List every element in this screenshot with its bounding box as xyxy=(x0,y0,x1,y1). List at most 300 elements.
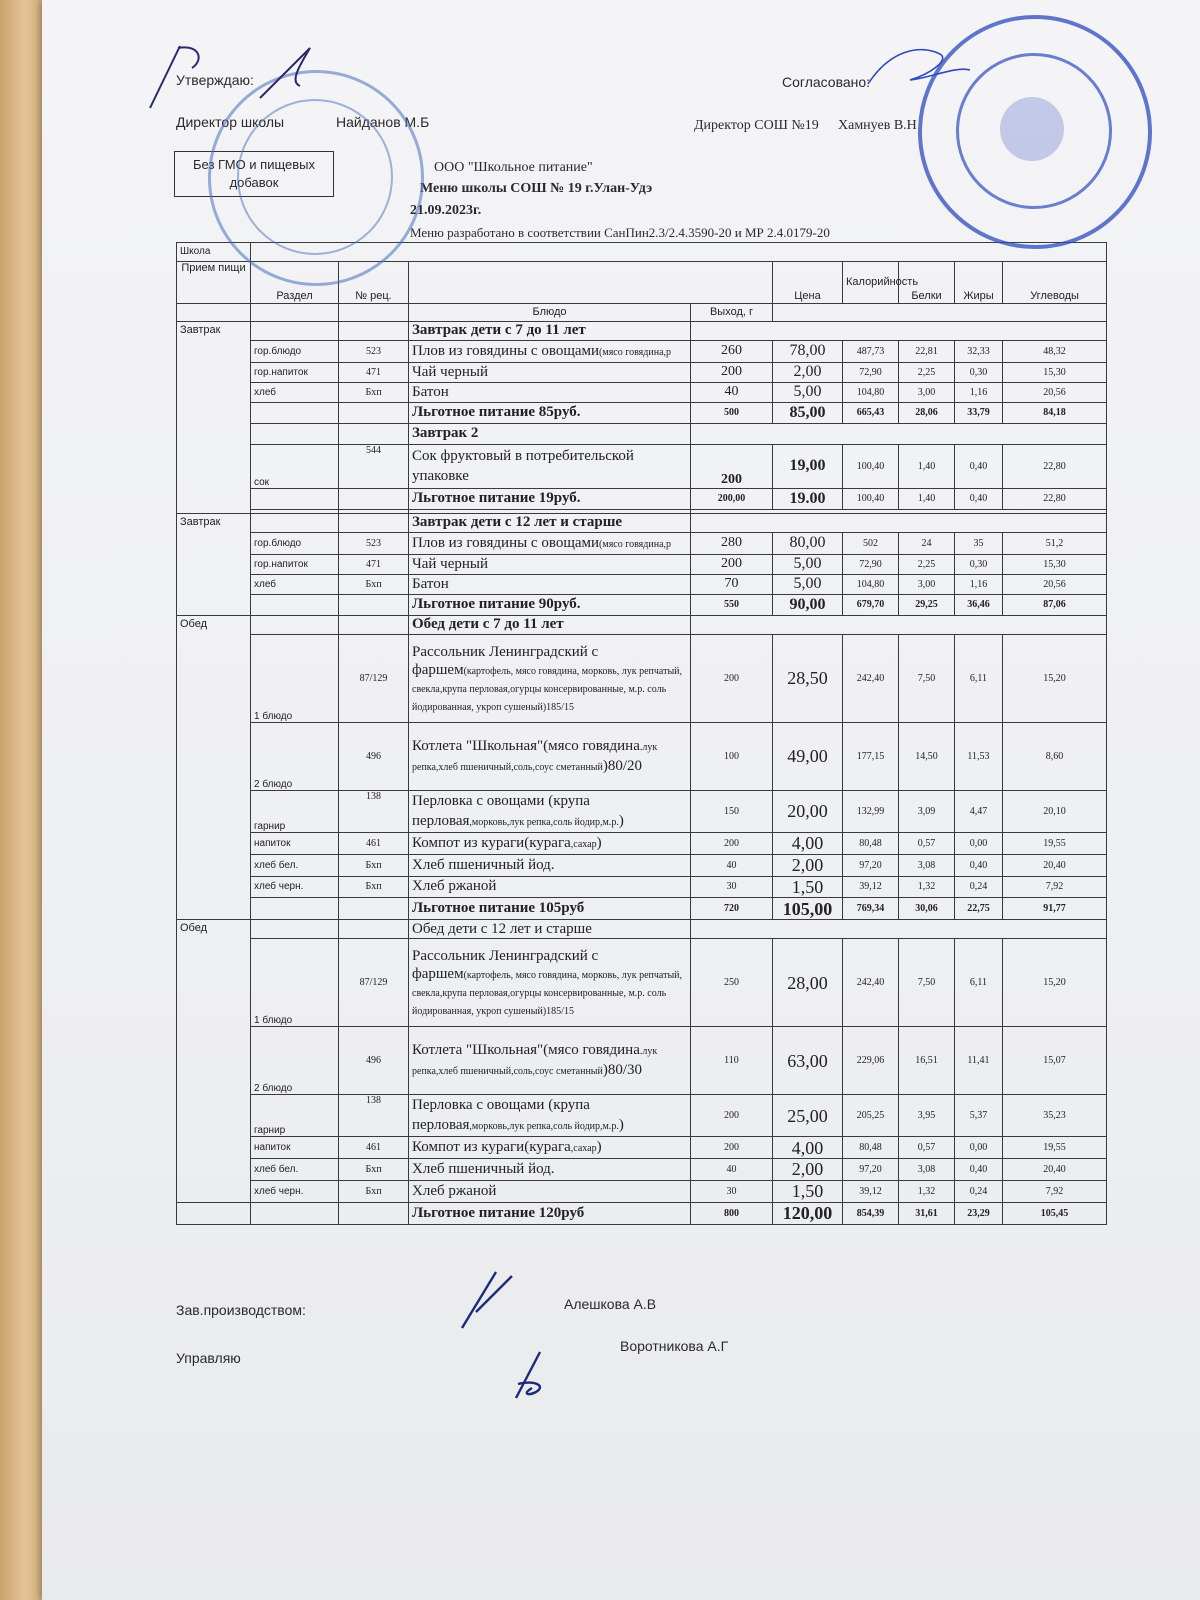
cell-protein: 3,95 xyxy=(899,1095,955,1137)
cell-carbs: 15,20 xyxy=(1003,635,1107,723)
cell-price: 105,00 xyxy=(773,898,843,920)
cell-recipe: 496 xyxy=(339,1027,409,1095)
cell-calories: 679,70 xyxy=(843,595,899,616)
cell-section: хлеб черн. xyxy=(251,876,339,898)
cell-output: 500 xyxy=(691,403,773,424)
table-row xyxy=(177,635,1107,723)
meal-lunch: Обед xyxy=(177,616,251,920)
cell-calories: 39,12 xyxy=(843,1181,899,1203)
cell-protein: 14,50 xyxy=(899,723,955,791)
dish-portion: )80/20 xyxy=(602,757,643,774)
cell-fat: 0,40 xyxy=(955,445,1003,489)
table-row xyxy=(177,876,1107,898)
dish-detail: (мясо говядина,р xyxy=(599,346,672,358)
section-row xyxy=(177,322,1107,341)
cell-dish xyxy=(409,1027,691,1095)
table-row xyxy=(177,855,1107,877)
director-name: Найданов М.Б xyxy=(336,114,430,130)
cell-dish xyxy=(409,533,691,555)
cell-calories: 104,80 xyxy=(843,383,899,403)
cell-section: гарнир xyxy=(251,791,339,833)
cell-price: 80,00 xyxy=(773,533,843,555)
manager-label: Управляю xyxy=(176,1350,241,1366)
cell-calories: 229,06 xyxy=(843,1027,899,1095)
agreed-label: Согласовано: xyxy=(782,74,871,90)
cell-dish: Хлеб ржаной xyxy=(409,1181,691,1203)
cell-section: напиток xyxy=(251,833,339,855)
table-row xyxy=(177,833,1107,855)
cell-dish: Батон xyxy=(409,383,691,403)
cell-price: 19,00 xyxy=(773,445,843,489)
cell-fat: 36,46 xyxy=(955,595,1003,616)
cell-calories: 72,90 xyxy=(843,555,899,575)
cell-calories: 242,40 xyxy=(843,635,899,723)
dish-name: Перловка с овощами (крупа перловая xyxy=(412,793,590,829)
cell-output: 720 xyxy=(691,898,773,920)
cell-protein: 16,51 xyxy=(899,1027,955,1095)
table-row xyxy=(177,363,1107,383)
compliance-note: Меню разработано в соответствии СанПин2.3/2.4.3590-20 и МР 2.4.0179-20 xyxy=(410,225,830,240)
cell-carbs: 87,06 xyxy=(1003,595,1107,616)
dish-portion: ) xyxy=(618,1116,624,1133)
cell-dish: Льготное питание 120руб xyxy=(409,1202,691,1224)
col-recipe: № рец. xyxy=(339,262,409,304)
cell-output: 150 xyxy=(691,791,773,833)
cell-dish xyxy=(409,1095,691,1137)
table-row xyxy=(177,723,1107,791)
cell-fat: 0,30 xyxy=(955,363,1003,383)
dish-detail: ,сахар xyxy=(570,1143,597,1155)
cell-calories: 100,40 xyxy=(843,445,899,489)
total-row xyxy=(177,898,1107,920)
cell-section: хлеб бел. xyxy=(251,1159,339,1181)
dish-name: Компот из кураги(курага xyxy=(412,834,571,851)
cell-carbs: 91,77 xyxy=(1003,898,1107,920)
table-row xyxy=(177,1137,1107,1159)
cell-price: 28,50 xyxy=(773,635,843,723)
cell-fat: 22,75 xyxy=(955,898,1003,920)
cell-output: 200 xyxy=(691,635,773,723)
cell-fat: 11,41 xyxy=(955,1027,1003,1095)
cell-calories: 769,34 xyxy=(843,898,899,920)
cell-recipe: 87/129 xyxy=(339,939,409,1027)
cell-recipe: 523 xyxy=(339,341,409,363)
cell-carbs: 19,55 xyxy=(1003,833,1107,855)
table-row xyxy=(177,791,1107,833)
dish-detail: ,сахар xyxy=(570,838,597,850)
cell-output: 40 xyxy=(691,855,773,877)
cell-carbs: 15,30 xyxy=(1003,555,1107,575)
cell-recipe: 471 xyxy=(339,555,409,575)
col-dish: Блюдо xyxy=(409,304,691,322)
cell-recipe: Бхп xyxy=(339,383,409,403)
cell-fat: 1,16 xyxy=(955,383,1003,403)
cell-protein: 31,61 xyxy=(899,1202,955,1224)
cell-protein: 24 xyxy=(899,533,955,555)
cell-price: 1,50 xyxy=(773,1181,843,1203)
cell-fat: 0,40 xyxy=(955,489,1003,510)
cell-output: 100 xyxy=(691,723,773,791)
cell-fat: 0,00 xyxy=(955,1137,1003,1159)
table-row xyxy=(177,1095,1107,1137)
cell-protein: 0,57 xyxy=(899,1137,955,1159)
cell-protein: 22,81 xyxy=(899,341,955,363)
cell-output: 40 xyxy=(691,1159,773,1181)
gmo-free-box: Без ГМО и пищевых добавок xyxy=(174,151,334,197)
cell-recipe: Бхп xyxy=(339,855,409,877)
cell-carbs: 20,40 xyxy=(1003,1159,1107,1181)
cell-recipe: 87/129 xyxy=(339,635,409,723)
cell-output: 550 xyxy=(691,595,773,616)
cell-carbs: 105,45 xyxy=(1003,1202,1107,1224)
dish-name: Рассольник Ленинградский с фаршем xyxy=(412,947,599,982)
meal-breakfast: Завтрак xyxy=(177,322,251,514)
production-name: Алешкова А.В xyxy=(564,1296,657,1312)
menu-table xyxy=(176,242,1107,1225)
cell-dish: Батон xyxy=(409,575,691,595)
cell-calories: 97,20 xyxy=(843,1159,899,1181)
section-title: Завтрак дети с 7 до 11 лет xyxy=(409,322,691,341)
manager-name: Воротникова А.Г xyxy=(620,1338,729,1354)
total-row xyxy=(177,489,1107,510)
table-row xyxy=(177,383,1107,403)
cell-calories: 502 xyxy=(843,533,899,555)
cell-output: 260 xyxy=(691,341,773,363)
menu-title: Меню школы СОШ № 19 г.Улан-Удэ xyxy=(420,181,653,196)
cell-price: 2,00 xyxy=(773,855,843,877)
cell-output: 200 xyxy=(691,833,773,855)
cell-price: 28,00 xyxy=(773,939,843,1027)
table-row xyxy=(177,575,1107,595)
cell-dish: Хлеб пшеничный йод. xyxy=(409,855,691,877)
cell-fat: 6,11 xyxy=(955,635,1003,723)
table-row xyxy=(177,445,1107,489)
cell-price: 25,00 xyxy=(773,1095,843,1137)
cell-recipe: 461 xyxy=(339,1137,409,1159)
cell-carbs: 20,56 xyxy=(1003,383,1107,403)
dish-name: Плов из говядины с овощами xyxy=(412,342,600,359)
cell-dish xyxy=(409,1137,691,1159)
cell-recipe: Бхп xyxy=(339,575,409,595)
cell-protein: 3,00 xyxy=(899,383,955,403)
cell-price: 4,00 xyxy=(773,1137,843,1159)
cell-price: 1,50 xyxy=(773,876,843,898)
cell-section: 2 блюдо xyxy=(251,723,339,791)
cell-carbs: 22,80 xyxy=(1003,445,1107,489)
cell-carbs: 51,2 xyxy=(1003,533,1107,555)
cell-protein: 7,50 xyxy=(899,939,955,1027)
dish-detail: (картофель, мясо говядина, морковь, лук репчатый, свекла,крупа перловая,огурцы консервированные, м.р. соль йодированная, укроп сушеный)185/15 xyxy=(412,665,683,713)
section-row xyxy=(177,616,1107,635)
cell-protein: 0,57 xyxy=(899,833,955,855)
header-row xyxy=(177,262,1107,304)
cell-fat: 0,00 xyxy=(955,833,1003,855)
cell-carbs: 84,18 xyxy=(1003,403,1107,424)
cell-calories: 132,99 xyxy=(843,791,899,833)
cell-calories: 242,40 xyxy=(843,939,899,1027)
cell-output: 40 xyxy=(691,383,773,403)
cell-protein: 29,25 xyxy=(899,595,955,616)
cell-recipe: 461 xyxy=(339,833,409,855)
cell-carbs: 7,92 xyxy=(1003,1181,1107,1203)
cell-fat: 0,40 xyxy=(955,855,1003,877)
cell-fat: 1,16 xyxy=(955,575,1003,595)
section-title: Завтрак дети с 12 лет и старше xyxy=(409,514,691,533)
total-row xyxy=(177,403,1107,424)
cell-section: хлеб xyxy=(251,383,339,403)
cell-fat: 0,24 xyxy=(955,876,1003,898)
meal-lunch: Обед xyxy=(177,920,251,1202)
school-row xyxy=(177,243,1107,262)
cell-fat: 4,47 xyxy=(955,791,1003,833)
cell-calories: 80,48 xyxy=(843,1137,899,1159)
cell-calories: 665,43 xyxy=(843,403,899,424)
cell-section: сок xyxy=(251,445,339,489)
cell-output: 200 xyxy=(691,1095,773,1137)
dish-name: Рассольник Ленинградский с фаршем xyxy=(412,643,599,678)
col-section: Раздел xyxy=(251,262,339,304)
col-meal: Прием пищи xyxy=(177,262,251,304)
cell-recipe: 544 xyxy=(339,445,409,489)
dish-name: Плов из говядины с овощами xyxy=(412,534,600,551)
cell-fat: 32,33 xyxy=(955,341,1003,363)
cell-fat: 11,53 xyxy=(955,723,1003,791)
cell-protein: 2,25 xyxy=(899,363,955,383)
cell-section: гор.напиток xyxy=(251,363,339,383)
section-title: Завтрак 2 xyxy=(409,424,691,445)
cell-output: 200 xyxy=(691,445,773,489)
cell-protein: 7,50 xyxy=(899,635,955,723)
cell-price: 4,00 xyxy=(773,833,843,855)
cell-recipe: 523 xyxy=(339,533,409,555)
cell-recipe: Бхп xyxy=(339,876,409,898)
cell-dish xyxy=(409,341,691,363)
cell-output: 30 xyxy=(691,876,773,898)
company-name: ООО "Школьное питание" xyxy=(434,160,593,175)
cell-section: напиток xyxy=(251,1137,339,1159)
cell-recipe: 496 xyxy=(339,723,409,791)
cell-calories: 177,15 xyxy=(843,723,899,791)
cell-fat: 0,24 xyxy=(955,1181,1003,1203)
cell-fat: 5,37 xyxy=(955,1095,1003,1137)
col-price: Цена xyxy=(773,262,843,304)
cell-dish: Сок фруктовый в потребительской упаковке xyxy=(409,445,691,489)
cell-section: хлеб бел. xyxy=(251,855,339,877)
dish-portion: ) xyxy=(618,812,624,829)
section-row xyxy=(177,514,1107,533)
cell-price: 63,00 xyxy=(773,1027,843,1095)
cell-dish: Чай черный xyxy=(409,555,691,575)
cell-carbs: 48,32 xyxy=(1003,341,1107,363)
production-label: Зав.производством: xyxy=(176,1302,306,1318)
cell-output: 30 xyxy=(691,1181,773,1203)
cell-section: 1 блюдо xyxy=(251,635,339,723)
cell-recipe: 138 xyxy=(339,791,409,833)
cell-protein: 1,40 xyxy=(899,445,955,489)
cell-carbs: 35,23 xyxy=(1003,1095,1107,1137)
cell-output: 200 xyxy=(691,555,773,575)
cell-price: 5,00 xyxy=(773,383,843,403)
cell-output: 280 xyxy=(691,533,773,555)
cell-dish: Льготное питание 19руб. xyxy=(409,489,691,510)
col-fat: Жиры xyxy=(955,262,1003,304)
section-title: Обед дети с 7 до 11 лет xyxy=(409,616,691,635)
cell-carbs: 15,20 xyxy=(1003,939,1107,1027)
cell-section: 1 блюдо xyxy=(251,939,339,1027)
cell-carbs: 19,55 xyxy=(1003,1137,1107,1159)
cell-price: 85,00 xyxy=(773,403,843,424)
cell-price: 5,00 xyxy=(773,575,843,595)
cell-recipe: Бхп xyxy=(339,1181,409,1203)
cell-recipe: 471 xyxy=(339,363,409,383)
dish-name: Перловка с овощами (крупа перловая xyxy=(412,1097,590,1133)
table-row xyxy=(177,341,1107,363)
dish-detail: ,морковь,лук репка,соль йодир,м.р. xyxy=(469,816,619,828)
subheader-row xyxy=(177,304,1107,322)
cell-recipe: 138 xyxy=(339,1095,409,1137)
cell-calories: 854,39 xyxy=(843,1202,899,1224)
cell-dish: Хлеб ржаной xyxy=(409,876,691,898)
cell-calories: 205,25 xyxy=(843,1095,899,1137)
section-row xyxy=(177,920,1107,939)
cell-section: хлеб xyxy=(251,575,339,595)
dish-name: Котлета "Школьная"(мясо говядина xyxy=(412,738,640,754)
cell-carbs: 20,10 xyxy=(1003,791,1107,833)
col-carbs: Углеводы xyxy=(1003,262,1107,304)
cell-section: 2 блюдо xyxy=(251,1027,339,1095)
cell-output: 250 xyxy=(691,939,773,1027)
school-label: Школа xyxy=(177,243,251,262)
cell-carbs: 20,40 xyxy=(1003,855,1107,877)
cell-protein: 3,08 xyxy=(899,1159,955,1181)
cell-section: гор.блюдо xyxy=(251,533,339,555)
cell-carbs: 20,56 xyxy=(1003,575,1107,595)
cell-price: 2,00 xyxy=(773,363,843,383)
section-row xyxy=(177,424,1107,445)
table-row xyxy=(177,555,1107,575)
cell-price: 5,00 xyxy=(773,555,843,575)
cell-carbs: 15,30 xyxy=(1003,363,1107,383)
col-protein: Белки xyxy=(899,262,955,304)
cell-protein: 3,00 xyxy=(899,575,955,595)
cell-protein: 1,32 xyxy=(899,876,955,898)
cell-carbs: 15,07 xyxy=(1003,1027,1107,1095)
cell-section: гор.напиток xyxy=(251,555,339,575)
menu-date: 21.09.2023г. xyxy=(410,203,482,218)
cell-fat: 6,11 xyxy=(955,939,1003,1027)
cell-calories: 39,12 xyxy=(843,876,899,898)
cell-dish: Чай черный xyxy=(409,363,691,383)
cell-output: 200 xyxy=(691,363,773,383)
dish-portion: ) xyxy=(596,834,602,851)
dish-detail: .лук репка,хлеб пшеничный,соль,соус сметанный xyxy=(412,1046,658,1077)
cell-output: 200,00 xyxy=(691,489,773,510)
dish-detail: ,морковь,лук репка,соль йодир,м.р. xyxy=(469,1120,619,1132)
cell-dish xyxy=(409,723,691,791)
cell-output: 200 xyxy=(691,1137,773,1159)
cell-protein: 3,09 xyxy=(899,791,955,833)
director-label: Директор школы xyxy=(176,114,285,130)
cell-dish: Хлеб пшеничный йод. xyxy=(409,1159,691,1181)
cell-dish xyxy=(409,833,691,855)
cell-carbs: 7,92 xyxy=(1003,876,1107,898)
cell-carbs: 22,80 xyxy=(1003,489,1107,510)
cell-dish xyxy=(409,635,691,723)
col-output: Выход, г xyxy=(691,304,773,322)
cell-price: 2,00 xyxy=(773,1159,843,1181)
agreed-name: Хамнуев В.Н xyxy=(838,118,917,133)
cell-dish: Льготное питание 90руб. xyxy=(409,595,691,616)
table-row xyxy=(177,1181,1107,1203)
cell-price: 120,00 xyxy=(773,1202,843,1224)
cell-dish: Льготное питание 85руб. xyxy=(409,403,691,424)
table-row xyxy=(177,939,1107,1027)
cell-output: 70 xyxy=(691,575,773,595)
cell-price: 20,00 xyxy=(773,791,843,833)
dish-portion: ) xyxy=(596,1139,602,1156)
table-row xyxy=(177,1159,1107,1181)
cell-calories: 487,73 xyxy=(843,341,899,363)
dish-portion: )80/30 xyxy=(602,1061,643,1078)
cell-price: 19.00 xyxy=(773,489,843,510)
cell-protein: 3,08 xyxy=(899,855,955,877)
cell-protein: 2,25 xyxy=(899,555,955,575)
cell-section: гор.блюдо xyxy=(251,341,339,363)
total-row xyxy=(177,595,1107,616)
cell-output: 110 xyxy=(691,1027,773,1095)
cell-calories: 80,48 xyxy=(843,833,899,855)
cell-dish xyxy=(409,939,691,1027)
dish-detail: (картофель, мясо говядина, морковь, лук репчатый, свекла,крупа перловая,огурцы консервированные, м.р. соль йодированная, укроп сушеный)185/15 xyxy=(412,969,683,1017)
cell-calories: 72,90 xyxy=(843,363,899,383)
cell-dish xyxy=(409,791,691,833)
section-title: Обед дети с 12 лет и старше xyxy=(409,920,691,939)
cell-fat: 0,30 xyxy=(955,555,1003,575)
dish-name: Компот из кураги(курага xyxy=(412,1139,571,1156)
agreed-director: Директор СОШ №19 xyxy=(694,118,819,133)
cell-fat: 35 xyxy=(955,533,1003,555)
cell-price: 78,00 xyxy=(773,341,843,363)
approve-label: Утверждаю: xyxy=(176,72,254,88)
cell-calories: 100,40 xyxy=(843,489,899,510)
cell-calories: 104,80 xyxy=(843,575,899,595)
cell-calories: 97,20 xyxy=(843,855,899,877)
cell-protein: 30,06 xyxy=(899,898,955,920)
cell-protein: 1,32 xyxy=(899,1181,955,1203)
cell-protein: 1,40 xyxy=(899,489,955,510)
dish-detail: (мясо говядина,р xyxy=(599,538,672,550)
cell-fat: 0,40 xyxy=(955,1159,1003,1181)
cell-protein: 28,06 xyxy=(899,403,955,424)
cell-fat: 33,79 xyxy=(955,403,1003,424)
cell-section: хлеб черн. xyxy=(251,1181,339,1203)
table-row xyxy=(177,533,1107,555)
cell-dish: Льготное питание 105руб xyxy=(409,898,691,920)
cell-carbs: 8,60 xyxy=(1003,723,1107,791)
cell-recipe: Бхп xyxy=(339,1159,409,1181)
total-row xyxy=(177,1202,1107,1224)
dish-name: Котлета "Школьная"(мясо говядина xyxy=(412,1042,640,1059)
cell-price: 49,00 xyxy=(773,723,843,791)
table-row xyxy=(177,1027,1107,1095)
cell-price: 90,00 xyxy=(773,595,843,616)
dish-detail: .лук репка,хлеб пшеничный,соль,соус сметанный xyxy=(412,742,658,773)
cell-fat: 23,29 xyxy=(955,1202,1003,1224)
cell-section: гарнир xyxy=(251,1095,339,1137)
meal-breakfast: Завтрак xyxy=(177,514,251,616)
cell-output: 800 xyxy=(691,1202,773,1224)
col-calories: Калорийность xyxy=(843,262,899,304)
